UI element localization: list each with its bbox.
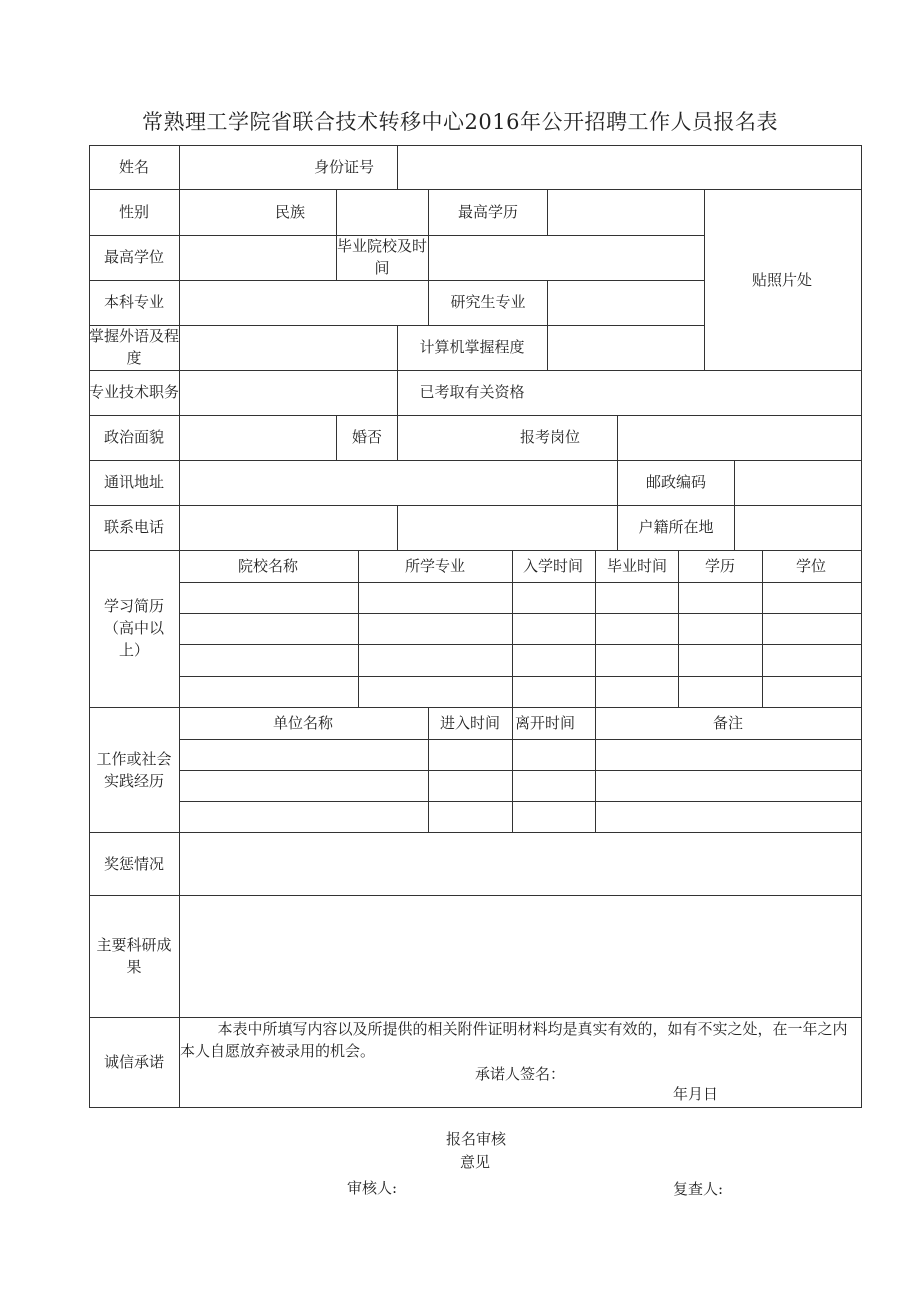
form-title: 常熟理工学院省联合技术转移中心2016年公开招聘工作人员报名表: [142, 110, 778, 134]
label-work-history: 工作或社会实践经历: [96, 750, 172, 790]
study-col-header: 所学专业: [404, 557, 466, 575]
work-row-line: [179, 801, 861, 802]
label-political-status: 政治面貌: [103, 428, 165, 446]
row-line: [89, 370, 861, 371]
checker-label: 复查人:: [673, 1180, 724, 1198]
table-border-top: [89, 145, 861, 146]
label-research: 主要科研成果: [96, 936, 172, 976]
review-title: 报名审核: [446, 1130, 507, 1148]
study-col-header: 入学时间: [522, 557, 584, 575]
col-line: [617, 415, 618, 551]
label-foreign-language: 掌握外语及程度: [89, 327, 180, 367]
table-border-bottom: [89, 1107, 861, 1108]
row-line: [89, 415, 861, 416]
col-line: [547, 280, 548, 371]
row-line: [89, 460, 861, 461]
study-col-header: 毕业时间: [606, 557, 668, 575]
row-line: [89, 707, 861, 708]
study-col-line: [762, 550, 763, 708]
pledge-date: 年月日: [673, 1085, 719, 1103]
study-row-line: [179, 644, 861, 645]
label-qualifications: 已考取有关资格: [419, 383, 525, 401]
col-line: [428, 280, 429, 326]
label-phone: 联系电话: [103, 518, 165, 536]
work-col-header: 进入时间: [439, 714, 501, 732]
study-col-line: [358, 550, 359, 708]
row-line: [89, 550, 861, 551]
pledge-signer: 承诺人签名：: [475, 1065, 566, 1083]
label-marital-status: 婚否: [351, 428, 383, 446]
work-col-line: [595, 707, 596, 833]
label-column-line: [179, 145, 180, 1108]
label-address: 通讯地址: [103, 473, 165, 491]
label-name: 姓名: [118, 158, 150, 176]
reviewer-label: 审核人:: [347, 1179, 398, 1197]
work-col-line: [428, 707, 429, 833]
col-line: [397, 145, 398, 190]
photo-column-line: [704, 189, 705, 371]
label-graduation-school-time: 毕业院校及时间: [337, 237, 428, 277]
label-id-number: 身份证号: [313, 158, 375, 176]
row-line: [89, 280, 704, 281]
label-gender: 性别: [118, 203, 150, 221]
row-line: [89, 832, 861, 833]
label-highest-education: 最高学历: [457, 203, 519, 221]
label-ethnicity: 民族: [274, 203, 306, 221]
label-postcode: 邮政编码: [645, 473, 707, 491]
row-line: [89, 189, 861, 190]
study-col-line: [512, 550, 513, 708]
study-row-line: [179, 676, 861, 677]
review-subtitle: 意见: [460, 1153, 491, 1171]
col-line: [336, 415, 337, 461]
work-col-line: [512, 707, 513, 833]
label-household-register: 户籍所在地: [638, 518, 714, 536]
pledge-text: 本表中所填写内容以及所提供的相关附件证明材料均是真实有效的，如有不实之处，在一年之内本人自愿放弃被录用的机会。: [180, 1020, 848, 1060]
label-awards: 奖惩情况: [103, 855, 165, 873]
label-applied-position: 报考岗位: [519, 428, 581, 446]
work-row-line: [179, 739, 861, 740]
work-col-header: 备注: [712, 714, 744, 732]
study-col-header: 院校名称: [237, 557, 299, 575]
study-row-line: [179, 613, 861, 614]
label-undergrad-major: 本科专业: [103, 293, 165, 311]
label-pledge: 诚信承诺: [103, 1053, 165, 1071]
col-line: [547, 189, 548, 236]
study-col-header: 学历: [704, 557, 736, 575]
col-line: [428, 189, 429, 281]
study-col-header: 学位: [795, 557, 827, 575]
col-line: [397, 415, 398, 461]
row-line: [89, 895, 861, 896]
study-col-line: [595, 550, 596, 708]
label-study-history: 学习简历（高中以上）: [103, 597, 164, 659]
table-border-right: [861, 145, 862, 1108]
work-row-line: [179, 770, 861, 771]
col-line: [734, 460, 735, 551]
work-col-header: 离开时间: [514, 714, 576, 732]
table-border-left: [89, 145, 90, 1108]
col-line: [397, 325, 398, 416]
work-col-header: 单位名称: [272, 714, 334, 732]
col-line: [397, 505, 398, 551]
row-line: [89, 505, 861, 506]
label-professional-title: 专业技术职务: [89, 383, 180, 401]
study-col-line: [678, 550, 679, 708]
study-row-line: [179, 582, 861, 583]
label-computer-skill: 计算机掌握程度: [419, 338, 525, 356]
label-grad-major: 研究生专业: [450, 293, 526, 311]
label-highest-degree: 最高学位: [103, 248, 165, 266]
photo-area-label: 贴照片处: [751, 271, 813, 289]
